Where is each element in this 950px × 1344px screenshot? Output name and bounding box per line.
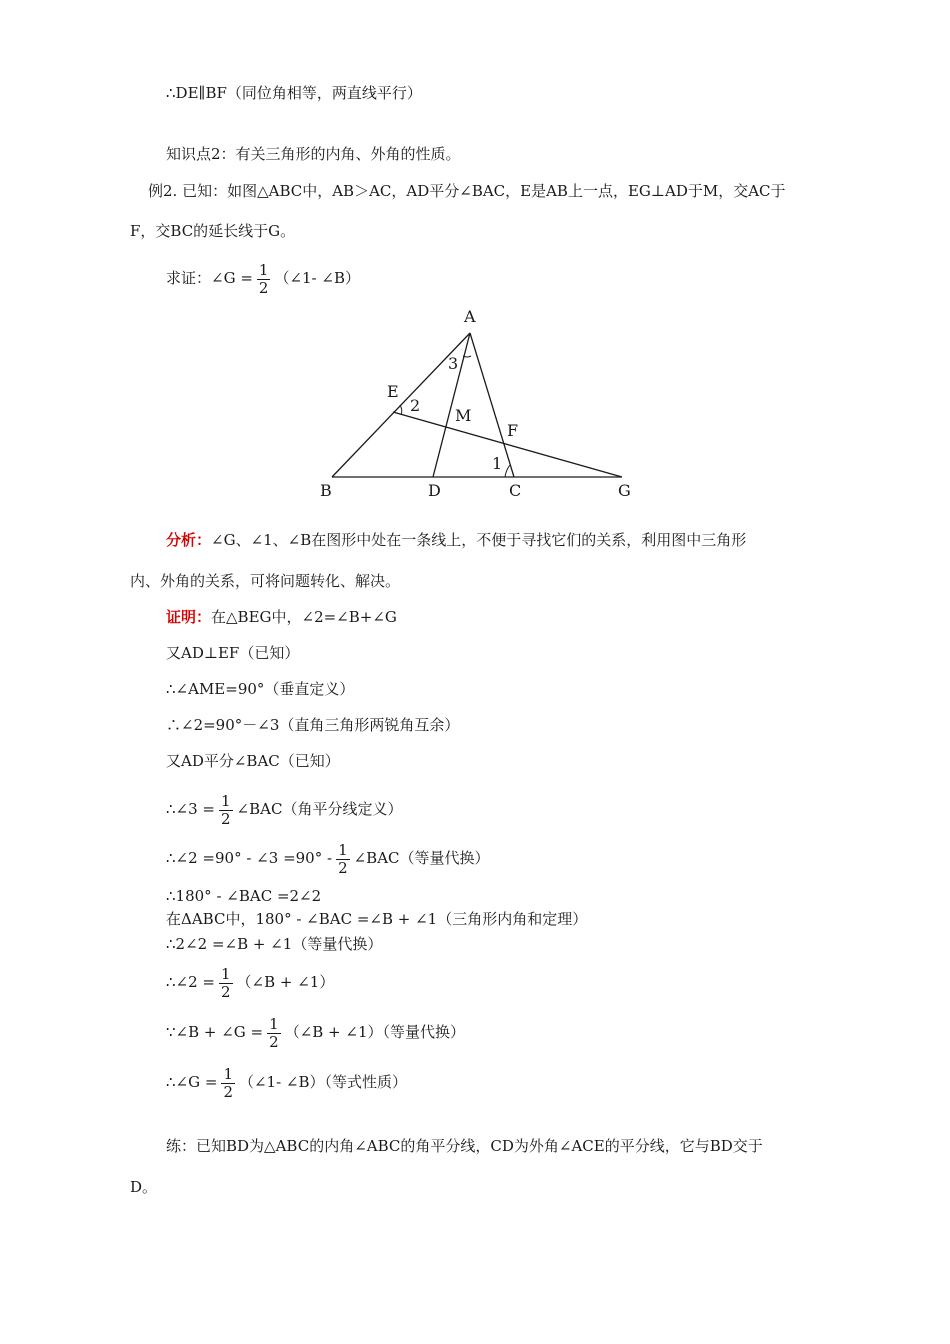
analysis-line-2: 内、外角的关系，可将问题转化、解决。	[130, 572, 401, 590]
proof-step-10: ∴2∠2 =∠B + ∠1（等量代换）	[166, 935, 383, 953]
angle-1-label: 1	[492, 454, 503, 473]
prove-suffix: （∠1- ∠B）	[274, 269, 360, 287]
analysis-line-1	[166, 529, 746, 551]
example-line-2: F，交BC的延长线于G。	[130, 222, 296, 240]
proof-step-9: 在ΔABC中，180° - ∠BAC =∠B + ∠1（三角形内角和定理）	[166, 910, 588, 928]
fraction: $\frac{1}{2}$	[258, 260, 269, 297]
point-d-label: D	[428, 481, 441, 500]
exercise-line-2: D。	[130, 1178, 158, 1196]
exercise-line-1: 练：已知BD为△ABC的内角∠ABC的角平分线，CD为外角∠ACE的平分线，它与BD交于	[166, 1137, 763, 1155]
analysis-label: 分析：	[166, 531, 212, 549]
fraction: $\frac{1}{2}$	[223, 1064, 233, 1101]
top-conclusion: ∴DE∥BF（同位角相等，两直线平行）	[166, 84, 422, 102]
fraction: $\frac{1}{2}$	[338, 840, 348, 877]
proof-step-11: ∴∠2 = $\frac{1}{2}$ （∠B + ∠1）	[166, 964, 335, 1001]
angle-3-label: 3	[448, 354, 459, 373]
point-b-label: B	[320, 481, 332, 500]
proof-step-4: ∴∠2=90°－∠3（直角三角形两锐角互余）	[166, 716, 460, 734]
proof-step-6: ∴∠3 = $\frac{1}{2}$ ∠BAC（角平分线定义）	[166, 791, 403, 828]
point-m-label: M	[455, 406, 472, 425]
proof-step-12: ∵∠B + ∠G = $\frac{1}{2}$ （∠B + ∠1）（等量代换）	[166, 1014, 465, 1051]
proof-step-1-text: 在△BEG中，∠2=∠B+∠G	[211, 608, 397, 626]
point-g-label: G	[618, 481, 631, 500]
point-e-label: E	[387, 382, 399, 401]
proof-step-3: ∴∠AME=90°（垂直定义）	[166, 680, 355, 698]
point-a-label: A	[464, 307, 476, 326]
point-f-label: F	[507, 421, 519, 440]
proof-label: 证明：	[166, 608, 212, 626]
point-c-label: C	[509, 481, 522, 500]
knowledge-point: 知识点2：有关三角形的内角、外角的性质。	[166, 145, 461, 163]
fraction: $\frac{1}{2}$	[269, 1014, 279, 1051]
triangle-figure	[300, 300, 660, 510]
example-line-1: 例2. 已知：如图△ABC中，AB＞AC，AD平分∠BAC，E是AB上一点，EG⊥AD于M，交AC于	[148, 182, 786, 200]
angle-3-arc	[463, 356, 471, 357]
analysis-text: ∠G、∠1、∠B在图形中处在一条线上，不便于寻找它们的关系，利用图中三角形	[211, 531, 747, 549]
proof-step-5: 又AD平分∠BAC（已知）	[166, 752, 340, 770]
proof-step-13: ∴∠G = $\frac{1}{2}$ （∠1- ∠B）（等式性质）	[166, 1064, 408, 1101]
angle-2-label: 2	[410, 396, 421, 415]
angle-1-arc	[505, 465, 510, 477]
proof-step-1	[166, 606, 397, 628]
proof-step-7: ∴∠2 =90° - ∠3 =90° - $\frac{1}{2}$ ∠BAC（等量代换）	[166, 840, 490, 877]
fraction: $\frac{1}{2}$	[221, 964, 231, 1001]
proof-step-2: 又AD⊥EF（已知）	[166, 644, 300, 662]
proof-step-8: ∴180° - ∠BAC =2∠2	[166, 887, 322, 905]
fraction: $\frac{1}{2}$	[221, 791, 231, 828]
prove-statement	[166, 258, 360, 298]
prove-prefix: 求证：∠G =	[166, 269, 253, 287]
